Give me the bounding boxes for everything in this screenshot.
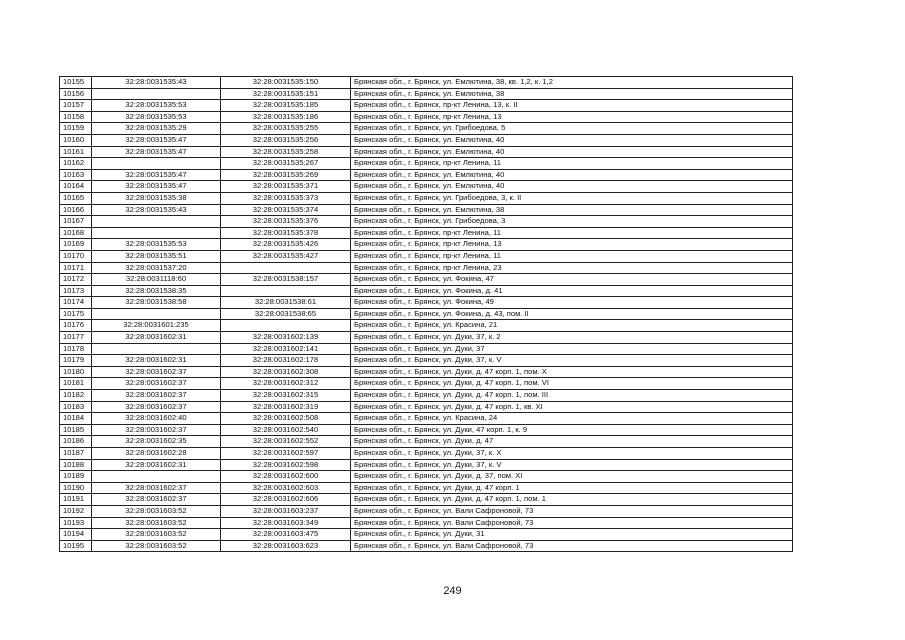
address-cell: Брянская обл., г. Брянск, ул. Дуки, д. 37, пом. XI [351, 471, 793, 483]
address-cell: Брянская обл., г. Брянск, ул. Дуки, д. 47 корп. 1 [351, 482, 793, 494]
building-cadastral-number-cell: 32:28:0031535:256 [221, 134, 351, 146]
land-cadastral-number-cell [92, 343, 221, 355]
address-cell: Брянская обл., г. Брянск, ул. Дуки, д. 47 корп. 1, пом. VI [351, 378, 793, 390]
record-number-cell: 10183 [60, 401, 92, 413]
table-row [60, 123, 793, 135]
address-cell: Брянская обл., г. Брянск, ул. Красина, 21 [351, 320, 793, 332]
address-cell: Брянская обл., г. Брянск, пр-кт Ленина, 13, к. II [351, 100, 793, 112]
address-cell: Брянская обл., г. Брянск, ул. Вали Сафроновой, 73 [351, 505, 793, 517]
building-cadastral-number-cell: 32:28:0031538:65 [221, 308, 351, 320]
table-row [60, 146, 793, 158]
table-row [60, 505, 793, 517]
table-row [60, 100, 793, 112]
table-row [60, 134, 793, 146]
building-cadastral-number-cell: 32:28:0031602:141 [221, 343, 351, 355]
land-cadastral-number-cell: 32:28:0031535:53 [92, 100, 221, 112]
building-cadastral-number-cell: 32:28:0031535:258 [221, 146, 351, 158]
land-cadastral-number-cell [92, 471, 221, 483]
record-number-cell: 10159 [60, 123, 92, 135]
table-row [60, 424, 793, 436]
registry-table-body [60, 77, 793, 552]
address-cell: Брянская обл., г. Брянск, ул. Дуки, 37, к. V [351, 459, 793, 471]
address-cell: Брянская обл., г. Брянск, ул. Вали Сафроновой, 73 [351, 517, 793, 529]
address-cell: Брянская обл., г. Брянск, ул. Красина, 24 [351, 413, 793, 425]
address-cell: Брянская обл., г. Брянск, ул. Дуки, 31 [351, 529, 793, 541]
record-number-cell: 10189 [60, 471, 92, 483]
building-cadastral-number-cell: 32:28:0031535:185 [221, 100, 351, 112]
land-cadastral-number-cell: 32:28:0031603:52 [92, 517, 221, 529]
table-row [60, 88, 793, 100]
land-cadastral-number-cell: 32:28:0031602:37 [92, 424, 221, 436]
land-cadastral-number-cell: 32:28:0031602:37 [92, 401, 221, 413]
land-cadastral-number-cell: 32:28:0031602:31 [92, 355, 221, 367]
record-number-cell: 10182 [60, 390, 92, 402]
record-number-cell: 10185 [60, 424, 92, 436]
building-cadastral-number-cell: 32:28:0031602:312 [221, 378, 351, 390]
address-cell: Брянская обл., г. Брянск, ул. Емлютина, 40 [351, 169, 793, 181]
land-cadastral-number-cell: 32:28:0031603:52 [92, 529, 221, 541]
address-cell: Брянская обл., г. Брянск, пр-кт Ленина, 11 [351, 250, 793, 262]
land-cadastral-number-cell [92, 227, 221, 239]
address-cell: Брянская обл., г. Брянск, ул. Фокина, 47 [351, 274, 793, 286]
building-cadastral-number-cell: 32:28:0031602:600 [221, 471, 351, 483]
record-number-cell: 10166 [60, 204, 92, 216]
table-row [60, 366, 793, 378]
address-cell: Брянская обл., г. Брянск, ул. Дуки, 37, к. 2 [351, 332, 793, 344]
address-cell: Брянская обл., г. Брянск, ул. Емлютина, 40 [351, 134, 793, 146]
table-row [60, 529, 793, 541]
land-cadastral-number-cell: 32:28:0031602:31 [92, 459, 221, 471]
record-number-cell: 10165 [60, 192, 92, 204]
record-number-cell: 10163 [60, 169, 92, 181]
record-number-cell: 10187 [60, 448, 92, 460]
address-cell: Брянская обл., г. Брянск, ул. Емлютина, 40 [351, 181, 793, 193]
table-row [60, 482, 793, 494]
record-number-cell: 10175 [60, 308, 92, 320]
land-cadastral-number-cell: 32:28:0031535:29 [92, 123, 221, 135]
address-cell: Брянская обл., г. Брянск, ул. Грибоедова, 3, к. II [351, 192, 793, 204]
record-number-cell: 10173 [60, 285, 92, 297]
land-cadastral-number-cell: 32:28:0031535:38 [92, 192, 221, 204]
record-number-cell: 10184 [60, 413, 92, 425]
address-cell: Брянская обл., г. Брянск, ул. Дуки, 37 [351, 343, 793, 355]
table-row [60, 192, 793, 204]
land-cadastral-number-cell: 32:28:0031602:40 [92, 413, 221, 425]
land-cadastral-number-cell: 32:28:0031118:60 [92, 274, 221, 286]
table-row [60, 216, 793, 228]
land-cadastral-number-cell: 32:28:0031535:51 [92, 250, 221, 262]
table-row [60, 227, 793, 239]
table-row [60, 332, 793, 344]
building-cadastral-number-cell: 32:28:0031535:376 [221, 216, 351, 228]
building-cadastral-number-cell: 32:28:0031535:427 [221, 250, 351, 262]
land-cadastral-number-cell: 32:28:0031535:47 [92, 169, 221, 181]
building-cadastral-number-cell: 32:28:0031602:319 [221, 401, 351, 413]
building-cadastral-number-cell: 32:28:0031535:371 [221, 181, 351, 193]
address-cell: Брянская обл., г. Брянск, ул. Емлютина, 40 [351, 146, 793, 158]
land-cadastral-number-cell: 32:28:0031535:47 [92, 181, 221, 193]
land-cadastral-number-cell: 32:28:0031538:58 [92, 297, 221, 309]
record-number-cell: 10172 [60, 274, 92, 286]
table-row [60, 181, 793, 193]
record-number-cell: 10167 [60, 216, 92, 228]
record-number-cell: 10179 [60, 355, 92, 367]
land-cadastral-number-cell: 32:28:0031535:43 [92, 77, 221, 89]
address-cell: Брянская обл., г. Брянск, ул. Дуки, д. 47 корп. 1, кв. XI [351, 401, 793, 413]
page-number: 249 [443, 585, 462, 597]
building-cadastral-number-cell [221, 285, 351, 297]
record-number-cell: 10181 [60, 378, 92, 390]
table-row [60, 401, 793, 413]
building-cadastral-number-cell: 32:28:0031538:61 [221, 297, 351, 309]
building-cadastral-number-cell: 32:28:0031535:267 [221, 158, 351, 170]
record-number-cell: 10169 [60, 239, 92, 251]
record-number-cell: 10155 [60, 77, 92, 89]
record-number-cell: 10160 [60, 134, 92, 146]
land-cadastral-number-cell: 32:28:0031537:20 [92, 262, 221, 274]
land-cadastral-number-cell: 32:28:0031602:37 [92, 378, 221, 390]
land-cadastral-number-cell: 32:28:0031602:37 [92, 494, 221, 506]
land-cadastral-number-cell: 32:28:0031602:37 [92, 482, 221, 494]
building-cadastral-number-cell: 32:28:0031603:349 [221, 517, 351, 529]
table-row [60, 274, 793, 286]
land-cadastral-number-cell [92, 158, 221, 170]
table-row [60, 390, 793, 402]
building-cadastral-number-cell: 32:28:0031535:374 [221, 204, 351, 216]
land-cadastral-number-cell: 32:28:0031602:37 [92, 390, 221, 402]
record-number-cell: 10176 [60, 320, 92, 332]
building-cadastral-number-cell: 32:28:0031535:255 [221, 123, 351, 135]
land-cadastral-number-cell: 32:28:0031602:35 [92, 436, 221, 448]
building-cadastral-number-cell: 32:28:0031602:508 [221, 413, 351, 425]
table-row [60, 239, 793, 251]
record-number-cell: 10161 [60, 146, 92, 158]
address-cell: Брянская обл., г. Брянск, ул. Грибоедова, 3 [351, 216, 793, 228]
table-row [60, 262, 793, 274]
record-number-cell: 10191 [60, 494, 92, 506]
land-cadastral-number-cell [92, 216, 221, 228]
record-number-cell: 10171 [60, 262, 92, 274]
building-cadastral-number-cell: 32:28:0031535:150 [221, 77, 351, 89]
building-cadastral-number-cell: 32:28:0031535:378 [221, 227, 351, 239]
record-number-cell: 10180 [60, 366, 92, 378]
table-row [60, 471, 793, 483]
building-cadastral-number-cell: 32:28:0031535:151 [221, 88, 351, 100]
address-cell: Брянская обл., г. Брянск, ул. Фокина, 49 [351, 297, 793, 309]
address-cell: Брянская обл., г. Брянск, ул. Емлютина, 38, кв. 1,2, к. 1,2 [351, 77, 793, 89]
land-cadastral-number-cell: 32:28:0031538:35 [92, 285, 221, 297]
address-cell: Брянская обл., г. Брянск, пр-кт Ленина, 23 [351, 262, 793, 274]
address-cell: Брянская обл., г. Брянск, ул. Дуки, д. 47 корп. 1, пом. X [351, 366, 793, 378]
table-row [60, 308, 793, 320]
table-row [60, 77, 793, 89]
building-cadastral-number-cell: 32:28:0031602:139 [221, 332, 351, 344]
address-cell: Брянская обл., г. Брянск, пр-кт Ленина, 11 [351, 227, 793, 239]
address-cell: Брянская обл., г. Брянск, ул. Фокина, д. 41 [351, 285, 793, 297]
address-cell: Брянская обл., г. Брянск, ул. Фокина, д. 43, пом. II [351, 308, 793, 320]
table-row [60, 285, 793, 297]
record-number-cell: 10190 [60, 482, 92, 494]
record-number-cell: 10178 [60, 343, 92, 355]
address-cell: Брянская обл., г. Брянск, ул. Дуки, 37, к. V [351, 355, 793, 367]
address-cell: Брянская обл., г. Брянск, ул. Емлютина, 38 [351, 204, 793, 216]
land-cadastral-number-cell: 32:28:0031535:43 [92, 204, 221, 216]
address-cell: Брянская обл., г. Брянск, ул. Дуки, д. 47 [351, 436, 793, 448]
address-cell: Брянская обл., г. Брянск, ул. Емлютина, 38 [351, 88, 793, 100]
building-cadastral-number-cell: 32:28:0031602:552 [221, 436, 351, 448]
building-cadastral-number-cell: 32:28:0031602:598 [221, 459, 351, 471]
table-row [60, 250, 793, 262]
address-cell: Брянская обл., г. Брянск, ул. Грибоедова, 5 [351, 123, 793, 135]
building-cadastral-number-cell: 32:28:0031535:186 [221, 111, 351, 123]
table-row [60, 517, 793, 529]
record-number-cell: 10158 [60, 111, 92, 123]
table-row [60, 540, 793, 552]
land-cadastral-number-cell: 32:28:0031603:52 [92, 540, 221, 552]
table-row [60, 355, 793, 367]
land-cadastral-number-cell: 32:28:0031603:52 [92, 505, 221, 517]
table-row [60, 158, 793, 170]
building-cadastral-number-cell: 32:28:0031602:540 [221, 424, 351, 436]
table-row [60, 204, 793, 216]
address-cell: Брянская обл., г. Брянск, ул. Дуки, 47 корп. 1, к. 9 [351, 424, 793, 436]
record-number-cell: 10186 [60, 436, 92, 448]
record-number-cell: 10157 [60, 100, 92, 112]
land-cadastral-number-cell: 32:28:0031601:235 [92, 320, 221, 332]
building-cadastral-number-cell: 32:28:0031535:269 [221, 169, 351, 181]
record-number-cell: 10156 [60, 88, 92, 100]
property-registry-table [59, 76, 793, 552]
land-cadastral-number-cell: 32:28:0031602:28 [92, 448, 221, 460]
table-row [60, 169, 793, 181]
record-number-cell: 10168 [60, 227, 92, 239]
address-cell: Брянская обл., г. Брянск, ул. Дуки, д. 47 корп. 1, пом. III [351, 390, 793, 402]
address-cell: Брянская обл., г. Брянск, ул. Дуки, д. 47 корп. 1, пом. 1 [351, 494, 793, 506]
table-row [60, 436, 793, 448]
record-number-cell: 10192 [60, 505, 92, 517]
building-cadastral-number-cell: 32:28:0031602:315 [221, 390, 351, 402]
table-row [60, 111, 793, 123]
land-cadastral-number-cell: 32:28:0031535:53 [92, 239, 221, 251]
land-cadastral-number-cell [92, 308, 221, 320]
table-row [60, 413, 793, 425]
address-cell: Брянская обл., г. Брянск, ул. Вали Сафроновой, 73 [351, 540, 793, 552]
record-number-cell: 10174 [60, 297, 92, 309]
building-cadastral-number-cell: 32:28:0031535:426 [221, 239, 351, 251]
building-cadastral-number-cell: 32:28:0031535:373 [221, 192, 351, 204]
land-cadastral-number-cell: 32:28:0031535:47 [92, 146, 221, 158]
building-cadastral-number-cell: 32:28:0031602:603 [221, 482, 351, 494]
record-number-cell: 10164 [60, 181, 92, 193]
address-cell: Брянская обл., г. Брянск, ул. Дуки, 37, к. X [351, 448, 793, 460]
table-row [60, 297, 793, 309]
record-number-cell: 10193 [60, 517, 92, 529]
table-row [60, 343, 793, 355]
record-number-cell: 10162 [60, 158, 92, 170]
building-cadastral-number-cell: 32:28:0031603:623 [221, 540, 351, 552]
building-cadastral-number-cell: 32:28:0031538:157 [221, 274, 351, 286]
table-row [60, 320, 793, 332]
land-cadastral-number-cell: 32:28:0031602:37 [92, 366, 221, 378]
address-cell: Брянская обл., г. Брянск, пр-кт Ленина, 13 [351, 239, 793, 251]
table-row [60, 378, 793, 390]
record-number-cell: 10195 [60, 540, 92, 552]
record-number-cell: 10188 [60, 459, 92, 471]
building-cadastral-number-cell: 32:28:0031602:606 [221, 494, 351, 506]
land-cadastral-number-cell: 32:28:0031535:53 [92, 111, 221, 123]
address-cell: Брянская обл., г. Брянск, пр-кт Ленина, 13 [351, 111, 793, 123]
land-cadastral-number-cell: 32:28:0031535:47 [92, 134, 221, 146]
land-cadastral-number-cell [92, 88, 221, 100]
record-number-cell: 10177 [60, 332, 92, 344]
building-cadastral-number-cell: 32:28:0031602:178 [221, 355, 351, 367]
table-row [60, 494, 793, 506]
table-row [60, 448, 793, 460]
record-number-cell: 10194 [60, 529, 92, 541]
building-cadastral-number-cell: 32:28:0031602:308 [221, 366, 351, 378]
building-cadastral-number-cell: 32:28:0031603:475 [221, 529, 351, 541]
building-cadastral-number-cell: 32:28:0031603:237 [221, 505, 351, 517]
building-cadastral-number-cell: 32:28:0031602:597 [221, 448, 351, 460]
building-cadastral-number-cell [221, 320, 351, 332]
record-number-cell: 10170 [60, 250, 92, 262]
building-cadastral-number-cell [221, 262, 351, 274]
land-cadastral-number-cell: 32:28:0031602:31 [92, 332, 221, 344]
table-row [60, 459, 793, 471]
address-cell: Брянская обл., г. Брянск, пр-кт Ленина, 11 [351, 158, 793, 170]
